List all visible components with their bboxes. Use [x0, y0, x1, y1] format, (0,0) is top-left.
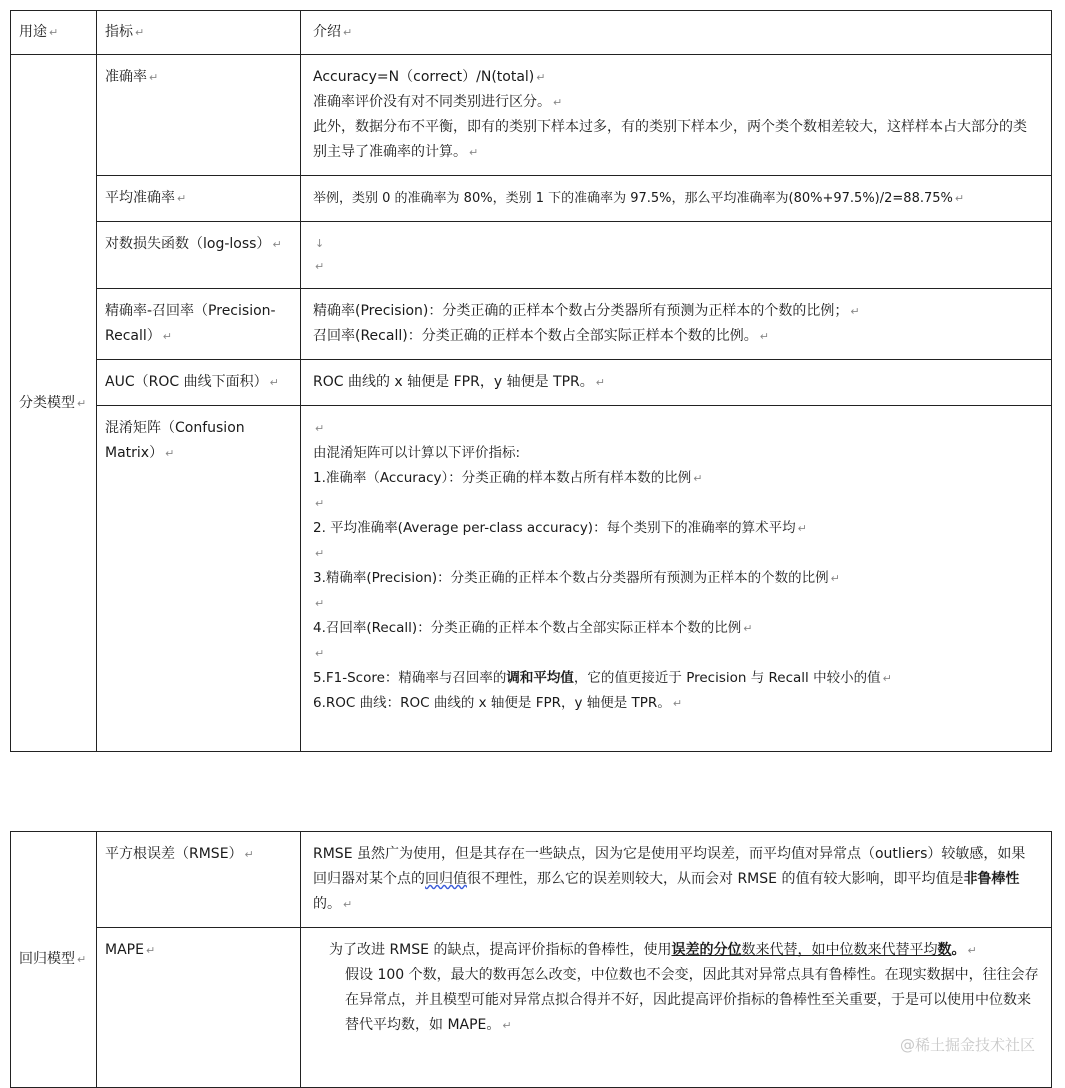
metric-cell: 对数损失函数（log-loss） ↵: [97, 222, 301, 289]
intro-cell: [301, 360, 1052, 406]
metric-accuracy: 准确率: [105, 69, 147, 85]
metric-mape: MAPE: [105, 942, 144, 958]
intro-line: 此外，数据分布不平衡，即有的类别下样本过多，有的类别下样本少，两个类个数相差较大，这样样本占大部分的类别主导了准确率的计算。 ↵: [313, 119, 1027, 160]
intro-line: 精确率(Precision)：分类正确的正样本个数占分类器所有预测为正样本的个数的比例； ↵: [313, 303, 860, 319]
header-usage: 用途: [19, 24, 47, 40]
intro-line: 3.精确率(Precision)：分类正确的正样本个数占分类器所有预测为正样本的个数的比例 ↵: [313, 570, 840, 586]
intro-cell: [301, 289, 1052, 360]
metric-cell: 平均准确率 ↵: [97, 176, 301, 222]
table-row: [11, 406, 1052, 752]
header-intro: 介绍: [313, 24, 341, 40]
intro-line: 1.准确率（Accuracy）：分类正确的样本数占所有样本数的比例 ↵: [313, 470, 703, 486]
metric-cell: MAPE ↵: [97, 928, 301, 1088]
table-row: [11, 832, 1052, 928]
mape-paragraph-2: 假设 100 个数，最大的数再怎么改变，中位数也不会变，因此其对异常点具有鲁棒性。在现实数据中，往往会存在异常点，并且模型可能对异常点拟合得并不好，因此提高评价指标的鲁棒性至关重要，于是可以使用中位数来替代平均数，如 MAPE。 ↵: [345, 967, 1039, 1033]
table-row: [11, 55, 1052, 176]
intro-line: 4.召回率(Recall)：分类正确的正样本个数占全部实际正样本个数的比例 ↵: [313, 620, 753, 636]
classification-table: [10, 10, 1052, 752]
metric-average-accuracy: 平均准确率: [105, 190, 175, 206]
intro-line: 举例，类别 0 的准确率为 80%，类别 1 下的准确率为 97.5%，那么平均准确率为(80%+97.5%)/2=88.75% ↵: [313, 191, 965, 206]
intro-line: 由混淆矩阵可以计算以下评价指标:: [313, 445, 521, 461]
table-row: [11, 360, 1052, 406]
header-intro-cell: 介绍 ↵: [301, 11, 1052, 55]
metric-cell: AUC（ROC 曲线下面积） ↵: [97, 360, 301, 406]
intro-cell: [301, 55, 1052, 176]
metric-auc: AUC（ROC 曲线下面积）: [105, 374, 268, 390]
header-usage-cell: 用途 ↵: [11, 11, 97, 55]
category-regression: 回归模型: [19, 951, 75, 967]
intro-line: 准确率评价没有对不同类别进行区分。 ↵: [313, 94, 563, 110]
intro-line: ROC 曲线的 x 轴便是 FPR，y 轴便是 TPR。 ↵: [313, 374, 605, 390]
category-classification-cell: 分类模型 ↵: [11, 55, 97, 752]
intro-line: 2. 平均准确率(Average per-class accuracy)：每个类别下的准确率的算术平均 ↵: [313, 520, 807, 536]
intro-line: 5.F1-Score：精确率与召回率的调和平均值，它的值更接近于 Precision 与 Recall 中较小的值 ↵: [313, 670, 892, 686]
table-row: [11, 176, 1052, 222]
category-regression-cell: 回归模型 ↵: [11, 832, 97, 1088]
intro-line: ↵: [315, 260, 325, 273]
metric-confusion-matrix: 混淆矩阵（Confusion Matrix） ↵: [105, 420, 245, 461]
rmse-description: RMSE 虽然广为使用，但是其存在一些缺点，因为它是使用平均误差，而平均值对异常点（outliers）较敏感，如果回归器对某个点的回归值很不理性，那么它的误差则较大，从而会对 RMSE 的值有较大影响，即平均值是非鲁棒性的。 ↵: [313, 846, 1026, 912]
regression-table: [10, 831, 1052, 1088]
header-metric-cell: 指标 ↵: [97, 11, 301, 55]
header-row: [11, 11, 1052, 55]
intro-line: Accuracy=N（correct）/N(total) ↵: [313, 69, 546, 85]
metric-cell: 平方根误差（RMSE） ↵: [97, 832, 301, 928]
metric-rmse: 平方根误差（RMSE）: [105, 846, 243, 862]
intro-line: 召回率(Recall)：分类正确的正样本个数占全部实际正样本个数的比例。 ↵: [313, 328, 769, 344]
intro-cell: [301, 222, 1052, 289]
table-row: [11, 222, 1052, 289]
category-classification: 分类模型: [19, 394, 75, 411]
intro-line: ↵: [315, 547, 325, 560]
intro-cell: [301, 832, 1052, 928]
metric-cell: [97, 406, 301, 752]
intro-line: ↵: [315, 597, 325, 610]
intro-line: ↵: [315, 497, 325, 510]
watermark: @稀土掘金技术社区: [899, 1036, 1035, 1054]
metric-log-loss: 对数损失函数（log-loss）: [105, 236, 271, 252]
intro-line: ↵: [315, 647, 325, 660]
metric-cell: 精确率-召回率（Precision-Recall） ↵: [97, 289, 301, 360]
metric-precision-recall: 精确率-召回率（Precision-Recall）: [105, 303, 276, 344]
intro-cell: [301, 406, 1052, 752]
intro-line: ↵: [315, 422, 325, 435]
intro-line: 6.ROC 曲线：ROC 曲线的 x 轴便是 FPR，y 轴便是 TPR。 ↵: [313, 695, 683, 711]
metric-cell: 准确率 ↵: [97, 55, 301, 176]
intro-cell: [301, 928, 1052, 1088]
mape-paragraph-1: 为了改进 RMSE 的缺点，提高评价指标的鲁棒性，使用误差的分位数来代替，如中位数来代替平均数。 ↵: [329, 942, 977, 958]
intro-line: ↓: [315, 237, 325, 250]
intro-cell: [301, 176, 1052, 222]
header-metric: 指标: [105, 24, 133, 40]
table-row: [11, 928, 1052, 1088]
table-row: [11, 289, 1052, 360]
